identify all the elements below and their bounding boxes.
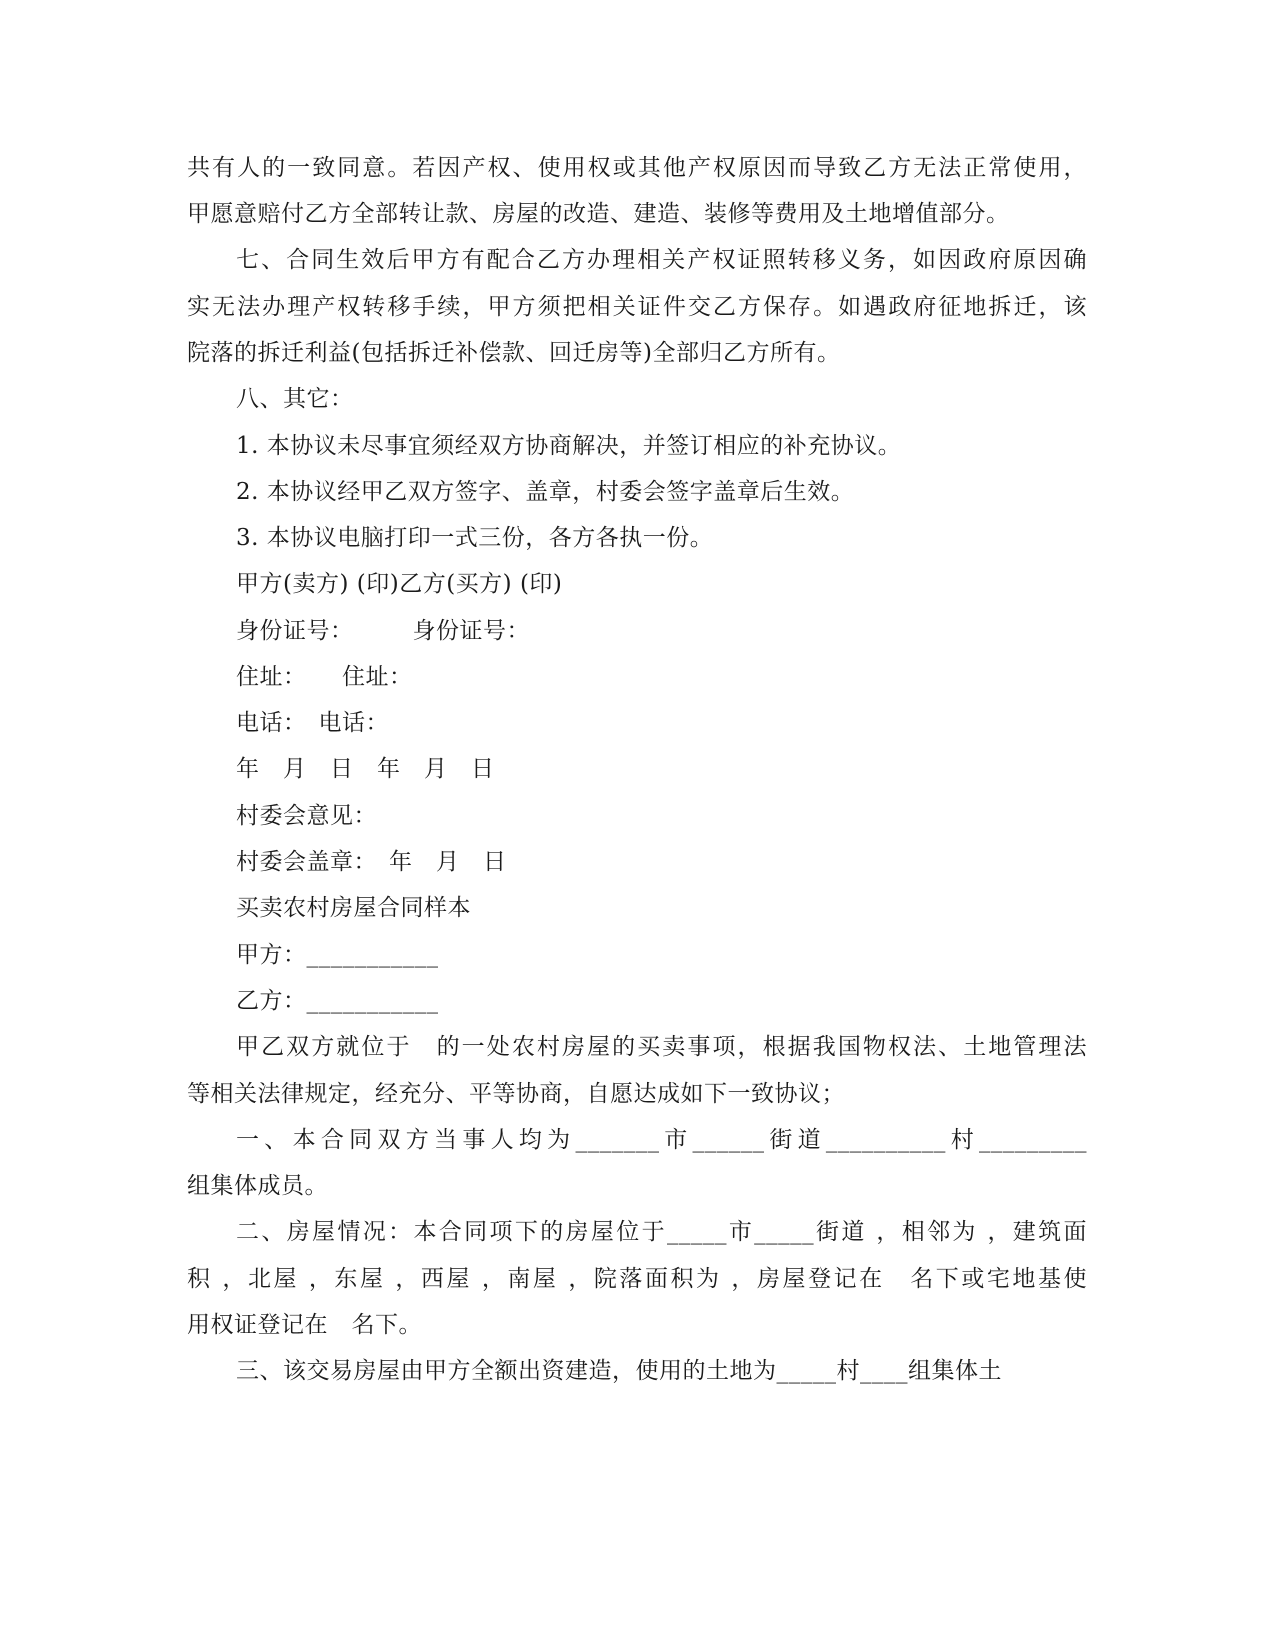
list-item: 1. 本协议未尽事宜须经双方协商解决，并签订相应的补充协议。 [236, 433, 902, 459]
contract-title: 买卖农村房屋合同样本 [236, 895, 471, 921]
paragraph-line: 共有人的一致同意。若因产权、使用权或其他产权原因而导致乙方无法正常使用， [187, 155, 1087, 181]
paragraph-line: 实无法办理产权转移手续，甲方须把相关证件交乙方保存。如遇政府征地拆迁，该 [187, 294, 1087, 320]
paragraph-line: 组集体成员。 [187, 1173, 328, 1199]
paragraph-line: 用权证登记在 名下。 [187, 1312, 422, 1338]
paragraph-line: 等相关法律规定，经充分、平等协商，自愿达成如下一致协议； [187, 1081, 845, 1107]
signature-parties: 甲方(卖方) (印)乙方(买方) (印) [236, 571, 563, 597]
party-a-field: 甲方：___________ [236, 942, 439, 968]
list-item: 3. 本协议电脑打印一式三份，各方各执一份。 [236, 525, 714, 551]
paragraph-line: 院落的拆迁利益(包括拆迁补偿款、回迁房等)全部归乙方所有。 [187, 340, 841, 366]
list-item: 2. 本协议经甲乙双方签字、盖章，村委会签字盖章后生效。 [236, 479, 855, 505]
paragraph-line: 二、房屋情况：本合同项下的房屋位于_____市_____街道 ，相邻为 ，建筑面 [236, 1219, 1087, 1245]
village-committee-opinion: 村委会意见： [236, 803, 377, 829]
paragraph-line: 甲乙双方就位于 的一处农村房屋的买卖事项，根据我国物权法、土地管理法 [236, 1034, 1087, 1060]
paragraph-line: 甲愿意赔付乙方全部转让款、房屋的改造、建造、装修等费用及土地增值部分。 [187, 201, 1010, 227]
paragraph-line: 积 ，北屋 ，东屋 ，西屋 ，南屋 ，院落面积为 ，房屋登记在 名下或宅地基使 [187, 1266, 1087, 1292]
signature-id-numbers: 身份证号： 身份证号： [236, 618, 530, 644]
signature-phones: 电话： 电话： [236, 710, 389, 736]
signature-dates: 年 月 日 年 月 日 [236, 756, 495, 782]
village-committee-seal: 村委会盖章： 年 月 日 [236, 849, 507, 875]
section-heading: 八、其它： [236, 386, 354, 412]
paragraph-line: 三、该交易房屋由甲方全额出资建造，使用的土地为_____村____组集体土 [236, 1358, 1002, 1384]
signature-addresses: 住址： 住址： [236, 664, 413, 690]
party-b-field: 乙方：___________ [236, 988, 439, 1014]
paragraph-line: 一、本合同双方当事人均为_______市______街道__________村_________ [236, 1127, 1087, 1153]
paragraph-line: 七、合同生效后甲方有配合乙方办理相关产权证照转移义务，如因政府原因确 [236, 247, 1087, 273]
